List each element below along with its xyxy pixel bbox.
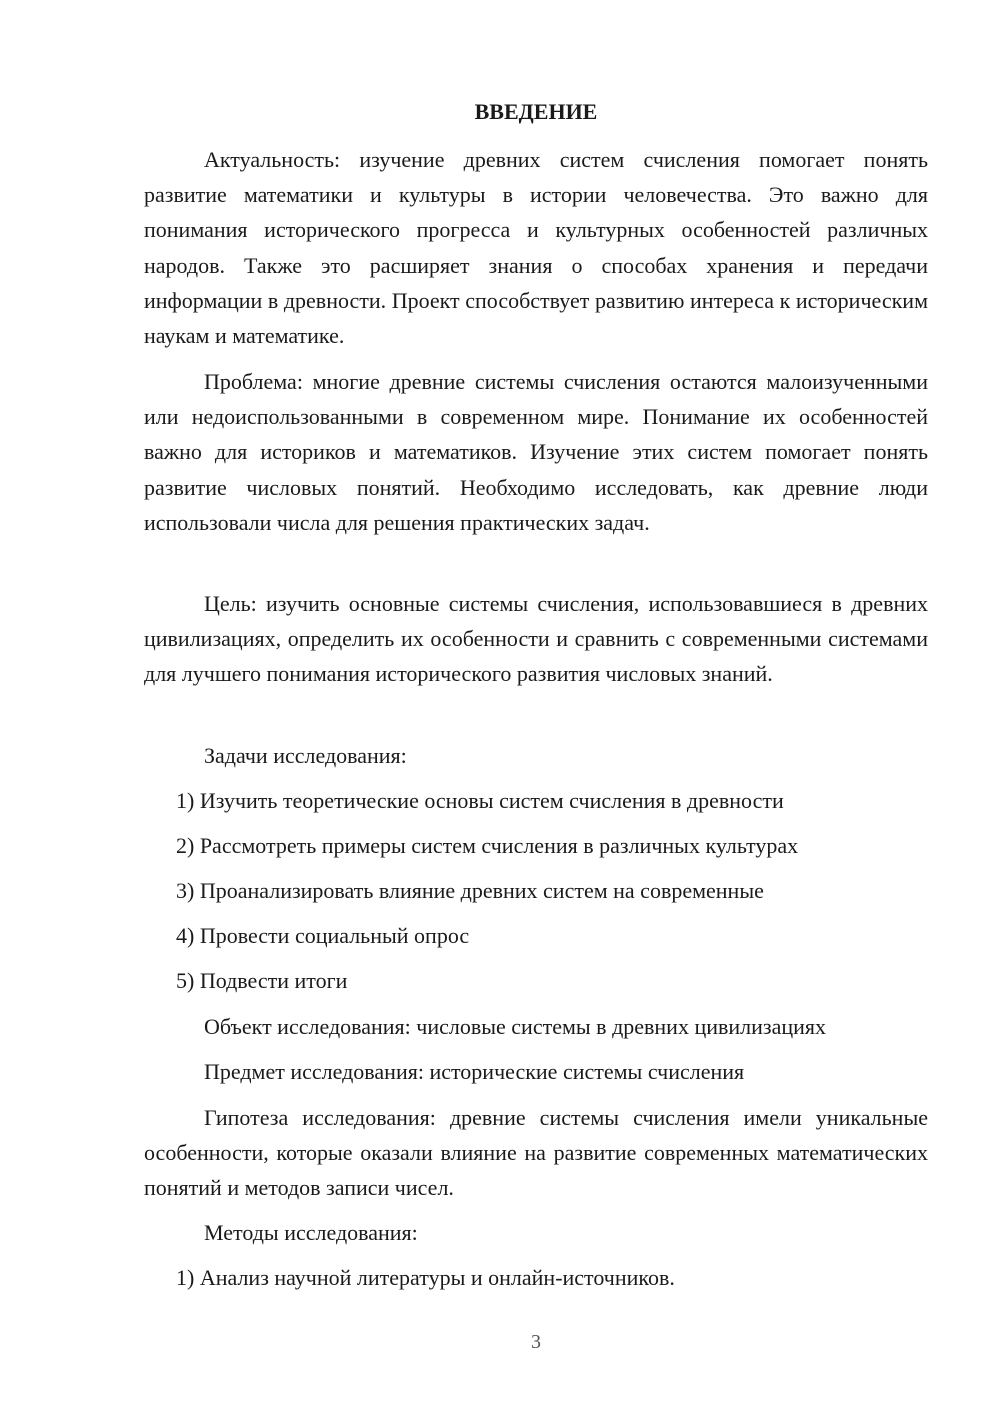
- task-item: 1) Изучить теоретические основы систем счисления в древности: [176, 788, 784, 813]
- task-item: 3) Проанализировать влияние древних систем на современные: [176, 878, 764, 903]
- research-object: Объект исследования: числовые системы в древних цивилизациях: [204, 1014, 827, 1039]
- relevance-paragraph: Актуальность: изучение древних систем счисления помогает понять развитие математики и культуры в истории человечества. Это важно для понимания исторического прогресса и культурных особенностей различных народов. Также это расширяет знания о способах хранения и передачи информации в древности. Проект способствует развитию интереса к историческим наукам и математике.: [144, 147, 928, 349]
- method-item: 1) Анализ научной литературы и онлайн-источников.: [176, 1265, 675, 1290]
- task-item: 4) Провести социальный опрос: [176, 923, 470, 948]
- page-number: 3: [531, 1331, 541, 1353]
- problem-paragraph: Проблема: многие древние системы счисления остаются малоизученными или недоиспользованными в современном мире. Понимание их особенностей важно для историков и математиков. Изучение этих систем помогает понять развитие числовых понятий. Необходимо исследовать, как древние люди использовали числа для решения практических задач.: [144, 369, 928, 535]
- tasks-heading: Задачи исследования:: [204, 743, 407, 768]
- document-page: [144, 0, 928, 1414]
- goal-paragraph: Цель: изучить основные системы счисления, использовавшиеся в древних цивилизациях, определить их особенности и сравнить с современными системами для лучшего понимания исторического развития числовых знаний.: [144, 591, 928, 687]
- task-item: 5) Подвести итоги: [176, 968, 348, 993]
- task-item: 2) Рассмотреть примеры систем счисления в различных культурах: [176, 833, 799, 858]
- research-subject: Предмет исследования: исторические системы счисления: [204, 1059, 745, 1084]
- page-title: ВВЕДЕНИЕ: [474, 99, 598, 124]
- methods-heading: Методы исследования:: [204, 1220, 418, 1245]
- hypothesis-paragraph: Гипотеза исследования: древние системы счисления имели уникальные особенности, которые оказали влияние на развитие современных математических понятий и методов записи чисел.: [144, 1105, 928, 1201]
